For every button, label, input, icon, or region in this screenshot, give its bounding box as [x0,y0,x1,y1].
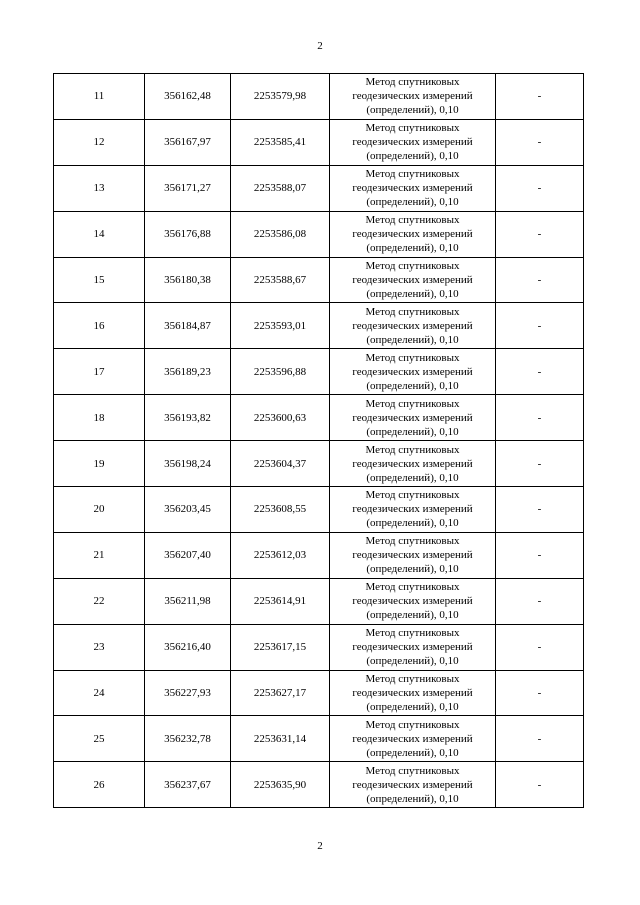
point-number-cell: 16 [54,303,145,349]
y-coordinate-cell: 2253593,01 [231,303,330,349]
table-row [54,670,584,716]
method-text: Метод спутниковых геодезических измерений (определений), 0,10 [352,443,473,484]
table-row [54,441,584,487]
point-number-cell: 14 [54,211,145,257]
method-cell [330,762,496,808]
method-cell [330,578,496,624]
point-number-cell: 12 [54,119,145,165]
point-number-cell: 26 [54,762,145,808]
method-text: Метод спутниковых геодезических измерений (определений), 0,10 [352,397,473,438]
point-number-cell: 18 [54,395,145,441]
method-cell [330,349,496,395]
method-cell [330,165,496,211]
table-row [54,578,584,624]
method-cell [330,670,496,716]
table-row [54,532,584,578]
note-cell: - [496,165,584,211]
x-coordinate-cell: 356193,82 [145,395,231,441]
x-coordinate-cell: 356167,97 [145,119,231,165]
x-coordinate-cell: 356176,88 [145,211,231,257]
y-coordinate-cell: 2253612,03 [231,532,330,578]
note-cell: - [496,670,584,716]
method-cell [330,257,496,303]
point-number-cell: 13 [54,165,145,211]
y-coordinate-cell: 2253579,98 [231,74,330,120]
table-row [54,119,584,165]
point-number-cell: 22 [54,578,145,624]
note-cell: - [496,624,584,670]
method-text: Метод спутниковых геодезических измерений (определений), 0,10 [352,76,473,117]
x-coordinate-cell: 356216,40 [145,624,231,670]
note-cell: - [496,74,584,120]
point-number-cell: 11 [54,74,145,120]
table-row [54,74,584,120]
y-coordinate-cell: 2253586,08 [231,211,330,257]
note-cell: - [496,487,584,533]
x-coordinate-cell: 356198,24 [145,441,231,487]
point-number-cell: 24 [54,670,145,716]
note-cell: - [496,211,584,257]
method-text: Метод спутниковых геодезических измерений (определений), 0,10 [352,673,473,714]
x-coordinate-cell: 356171,27 [145,165,231,211]
y-coordinate-cell: 2253608,55 [231,487,330,533]
note-cell: - [496,303,584,349]
note-cell: - [496,349,584,395]
y-coordinate-cell: 2253588,07 [231,165,330,211]
method-cell [330,441,496,487]
point-number-cell: 23 [54,624,145,670]
x-coordinate-cell: 356207,40 [145,532,231,578]
method-text: Метод спутниковых геодезических измерений (определений), 0,10 [352,351,473,392]
method-cell [330,624,496,670]
point-number-cell: 17 [54,349,145,395]
method-cell [330,211,496,257]
note-cell: - [496,257,584,303]
y-coordinate-cell: 2253600,63 [231,395,330,441]
method-text: Метод спутниковых геодезических измерений (определений), 0,10 [352,489,473,530]
method-cell [330,395,496,441]
table-row [54,303,584,349]
table-row [54,395,584,441]
method-text: Метод спутниковых геодезических измерений (определений), 0,10 [352,535,473,576]
method-text: Метод спутниковых геодезических измерений (определений), 0,10 [352,581,473,622]
note-cell: - [496,119,584,165]
method-text: Метод спутниковых геодезических измерений (определений), 0,10 [352,305,473,346]
x-coordinate-cell: 356189,23 [145,349,231,395]
coordinates-table [53,73,584,808]
table-row [54,349,584,395]
x-coordinate-cell: 356180,38 [145,257,231,303]
point-number-cell: 20 [54,487,145,533]
method-text: Метод спутниковых геодезических измерений (определений), 0,10 [352,627,473,668]
table-row [54,211,584,257]
method-text: Метод спутниковых геодезических измерений (определений), 0,10 [352,718,473,759]
y-coordinate-cell: 2253588,67 [231,257,330,303]
method-cell [330,119,496,165]
note-cell: - [496,532,584,578]
table-row [54,762,584,808]
x-coordinate-cell: 356184,87 [145,303,231,349]
y-coordinate-cell: 2253614,91 [231,578,330,624]
coordinates-table-body [54,74,584,808]
x-coordinate-cell: 356211,98 [145,578,231,624]
note-cell: - [496,395,584,441]
table-row [54,487,584,533]
method-text: Метод спутниковых геодезических измерений (определений), 0,10 [352,214,473,255]
table-row [54,165,584,211]
y-coordinate-cell: 2253585,41 [231,119,330,165]
method-cell [330,716,496,762]
method-text: Метод спутниковых геодезических измерений (определений), 0,10 [352,168,473,209]
x-coordinate-cell: 356237,67 [145,762,231,808]
method-text: Метод спутниковых геодезических измерений (определений), 0,10 [352,260,473,300]
method-text: Метод спутниковых геодезических измерений (определений), 0,10 [352,764,473,805]
note-cell: - [496,441,584,487]
x-coordinate-cell: 356227,93 [145,670,231,716]
method-cell [330,487,496,533]
table-row [54,624,584,670]
table-row [54,257,584,303]
note-cell: - [496,578,584,624]
x-coordinate-cell: 356232,78 [145,716,231,762]
method-cell [330,532,496,578]
method-cell [330,303,496,349]
y-coordinate-cell: 2253635,90 [231,762,330,808]
point-number-cell: 21 [54,532,145,578]
x-coordinate-cell: 356203,45 [145,487,231,533]
page-number-bottom: 2 [317,840,323,852]
y-coordinate-cell: 2253596,88 [231,349,330,395]
y-coordinate-cell: 2253631,14 [231,716,330,762]
note-cell: - [496,716,584,762]
table-row [54,716,584,762]
y-coordinate-cell: 2253617,15 [231,624,330,670]
point-number-cell: 15 [54,257,145,303]
note-cell: - [496,762,584,808]
point-number-cell: 19 [54,441,145,487]
y-coordinate-cell: 2253604,37 [231,441,330,487]
y-coordinate-cell: 2253627,17 [231,670,330,716]
method-text: Метод спутниковых геодезических измерений (определений), 0,10 [352,122,473,163]
page-number-top: 2 [317,40,323,52]
x-coordinate-cell: 356162,48 [145,74,231,120]
point-number-cell: 25 [54,716,145,762]
method-cell [330,74,496,120]
